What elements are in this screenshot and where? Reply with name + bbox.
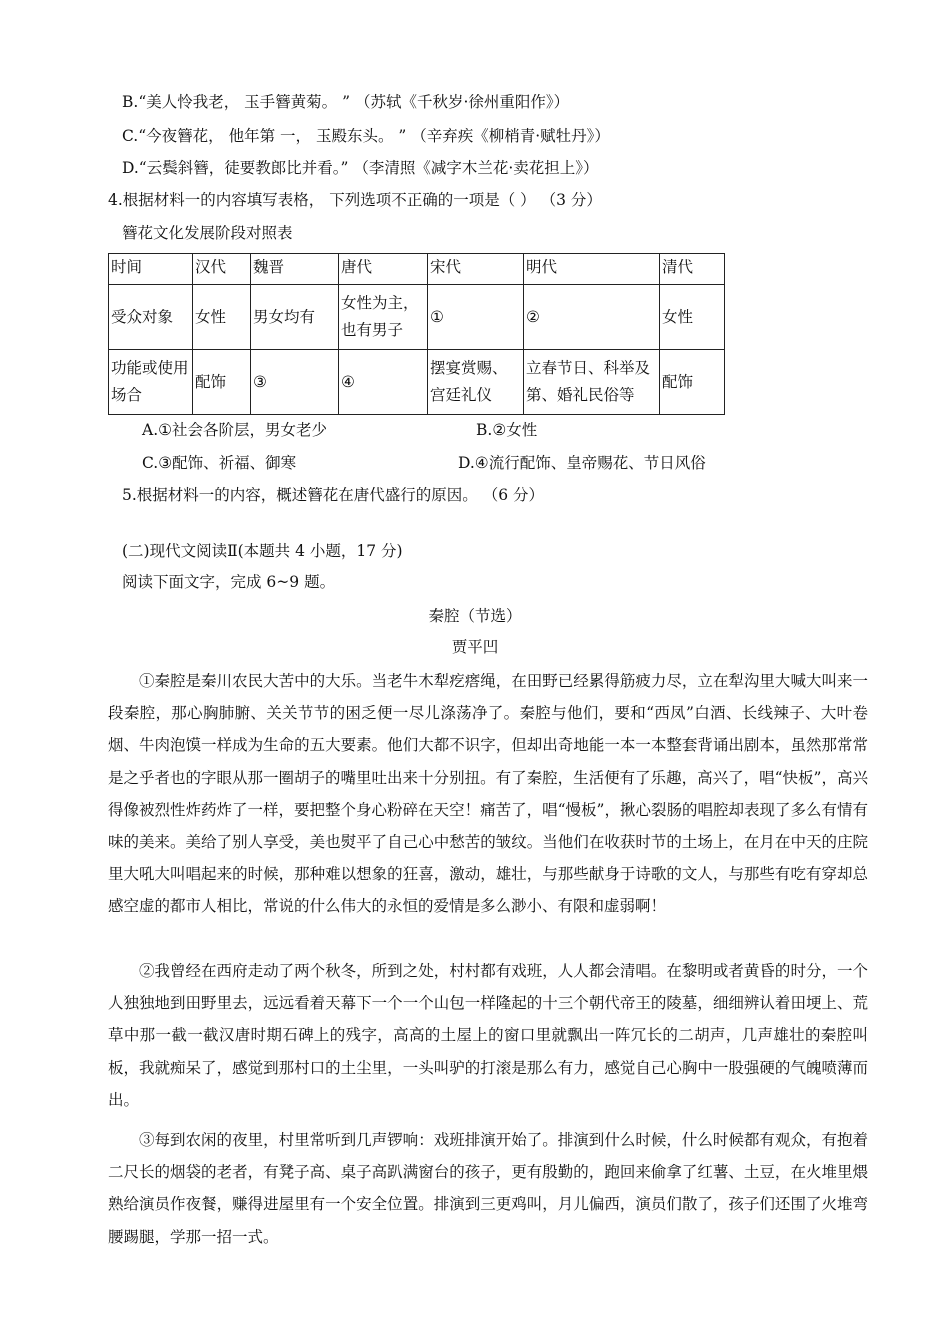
comparison-table [108,253,725,415]
table-cell: ② [524,285,660,350]
table-cell: 女性为主，也有男子 [339,285,428,350]
table-cell: 功能或使用场合 [109,350,193,415]
table-cell: 女性 [193,285,251,350]
section-heading: (二)现代文阅读Ⅱ(本题共 4 小题，17 分) [122,542,403,560]
table-row [109,285,725,350]
q4-option-a: A.①社会各阶层，男女老少 [142,421,328,439]
table-cell: 时间 [109,254,193,285]
option-b-line: B.“美人怜我老， 玉手簪黄菊。 ” （苏轼《千秋岁·徐州重阳作》） [122,93,570,111]
table-cell: ① [428,285,524,350]
option-d-line: D.“云鬓斜簪，徒要教郎比并看。” （李清照《减字木兰花·卖花担上》） [122,159,599,177]
table-header-row [109,254,725,285]
option-c-line: C.“今夜簪花， 他年第 一， 玉殿东头。 ” （辛弃疾《柳梢青·赋牡丹》） [122,127,610,145]
article-author: 贾平凹 [451,638,499,656]
table-cell: 配饰 [193,350,251,415]
paragraph-1: ①秦腔是秦川农民大苦中的大乐。当老牛木犁疙瘩绳，在田野已经累得筋疲力尽，立在犁沟里大喊大叫来一段秦腔，那心胸肺腑、关关节节的困乏便一尽儿涤荡净了。秦腔与他们，要和“西凤”白酒、长线辣子、大叶卷烟、牛肉泡馍一样成为生命的五大要素。他们大都不识字，但却出奇地能一本一本整套背诵出剧本，虽然那常常是之乎者也的字眼从那一圈胡子的嘴里吐出来十分别扭。有了秦腔，生活便有了乐趣，高兴了，唱“快板”，高兴得像被烈性炸药炸了一样，要把整个身心粉碎在天空！痛苦了，唱“慢板”，揪心裂肠的唱腔却表现了多么有情有味的美来。美给了别人享受，美也熨平了自己心中愁苦的皱纹。当他们在收获时节的土场上，在月在中天的庄院里大吼大叫唱起来的时候，那种难以想象的狂喜，激动，雄壮，与那些献身于诗歌的文人，与那些有吃有穿却总感空虚的都市人相比，常说的什么伟大的永恒的爱情是多么渺小、有限和虚弱啊！ [108,672,868,916]
table-cell: 清代 [660,254,725,285]
table-cell: ④ [339,350,428,415]
paragraph-3: ③每到农闲的夜里，村里常听到几声锣响：戏班排演开始了。排演到什么时候，什么时候都有观众，有抱着二尺长的烟袋的老者，有凳子高、桌子高趴满窗台的孩子，更有殷勤的，跑回来偷拿了红薯、土豆，在火堆里煨熟给演员作夜餐，赚得进屋里有一个安全位置。排演到三更鸡叫，月儿偏西，演员们散了，孩子们还围了火堆弯腰踢腿，学那一招一式。 [108,1131,868,1246]
table-cell: 立春节日、科举及第、婚礼民俗等 [524,350,660,415]
table-cell: 配饰 [660,350,725,415]
q4-option-b: B.②女性 [476,421,538,439]
table-cell: 汉代 [193,254,251,285]
table-cell: 魏晋 [251,254,339,285]
table-cell: 受众对象 [109,285,193,350]
paragraph-2: ②我曾经在西府走动了两个秋冬，所到之处，村村都有戏班，人人都会清唱。在黎明或者黄昏的时分，一个人独独地到田野里去，远远看着天幕下一个一个山包一样隆起的十三个朝代帝王的陵墓，细细辨认着田埂上、荒草中那一截一截汉唐时期石碑上的残字，高高的土屋上的窗口里就飘出一阵冗长的二胡声，几声雄壮的秦腔叫板，我就痴呆了，感觉到那村口的土尘里，一头叫驴的打滚是那么有力，感觉自己心胸中一股强硬的气魄喷薄而出。 [108,962,868,1109]
table-title: 簪花文化发展阶段对照表 [122,224,293,242]
reading-instruction: 阅读下面文字，完成 6~9 题。 [122,573,336,591]
table-row [109,350,725,415]
table-cell: 女性 [660,285,725,350]
table-cell: 摆宴赏赐、宫廷礼仪 [428,350,524,415]
question-5: 5.根据材料一的内容，概述簪花在唐代盛行的原因。 （6 分） [122,486,545,504]
table-cell: 宋代 [428,254,524,285]
q4-option-c: C.③配饰、祈福、御寒 [142,454,297,472]
article-title: 秦腔（节选） [428,607,522,625]
table-cell: ③ [251,350,339,415]
table-cell: 明代 [524,254,660,285]
table-cell: 唐代 [339,254,428,285]
table-cell: 男女均有 [251,285,339,350]
q4-option-d: D.④流行配饰、皇帝赐花、节日风俗 [458,454,706,472]
question-4-stem: 4.根据材料一的内容填写表格， 下列选项不正确的一项是（ ） （3 分） [108,191,602,209]
